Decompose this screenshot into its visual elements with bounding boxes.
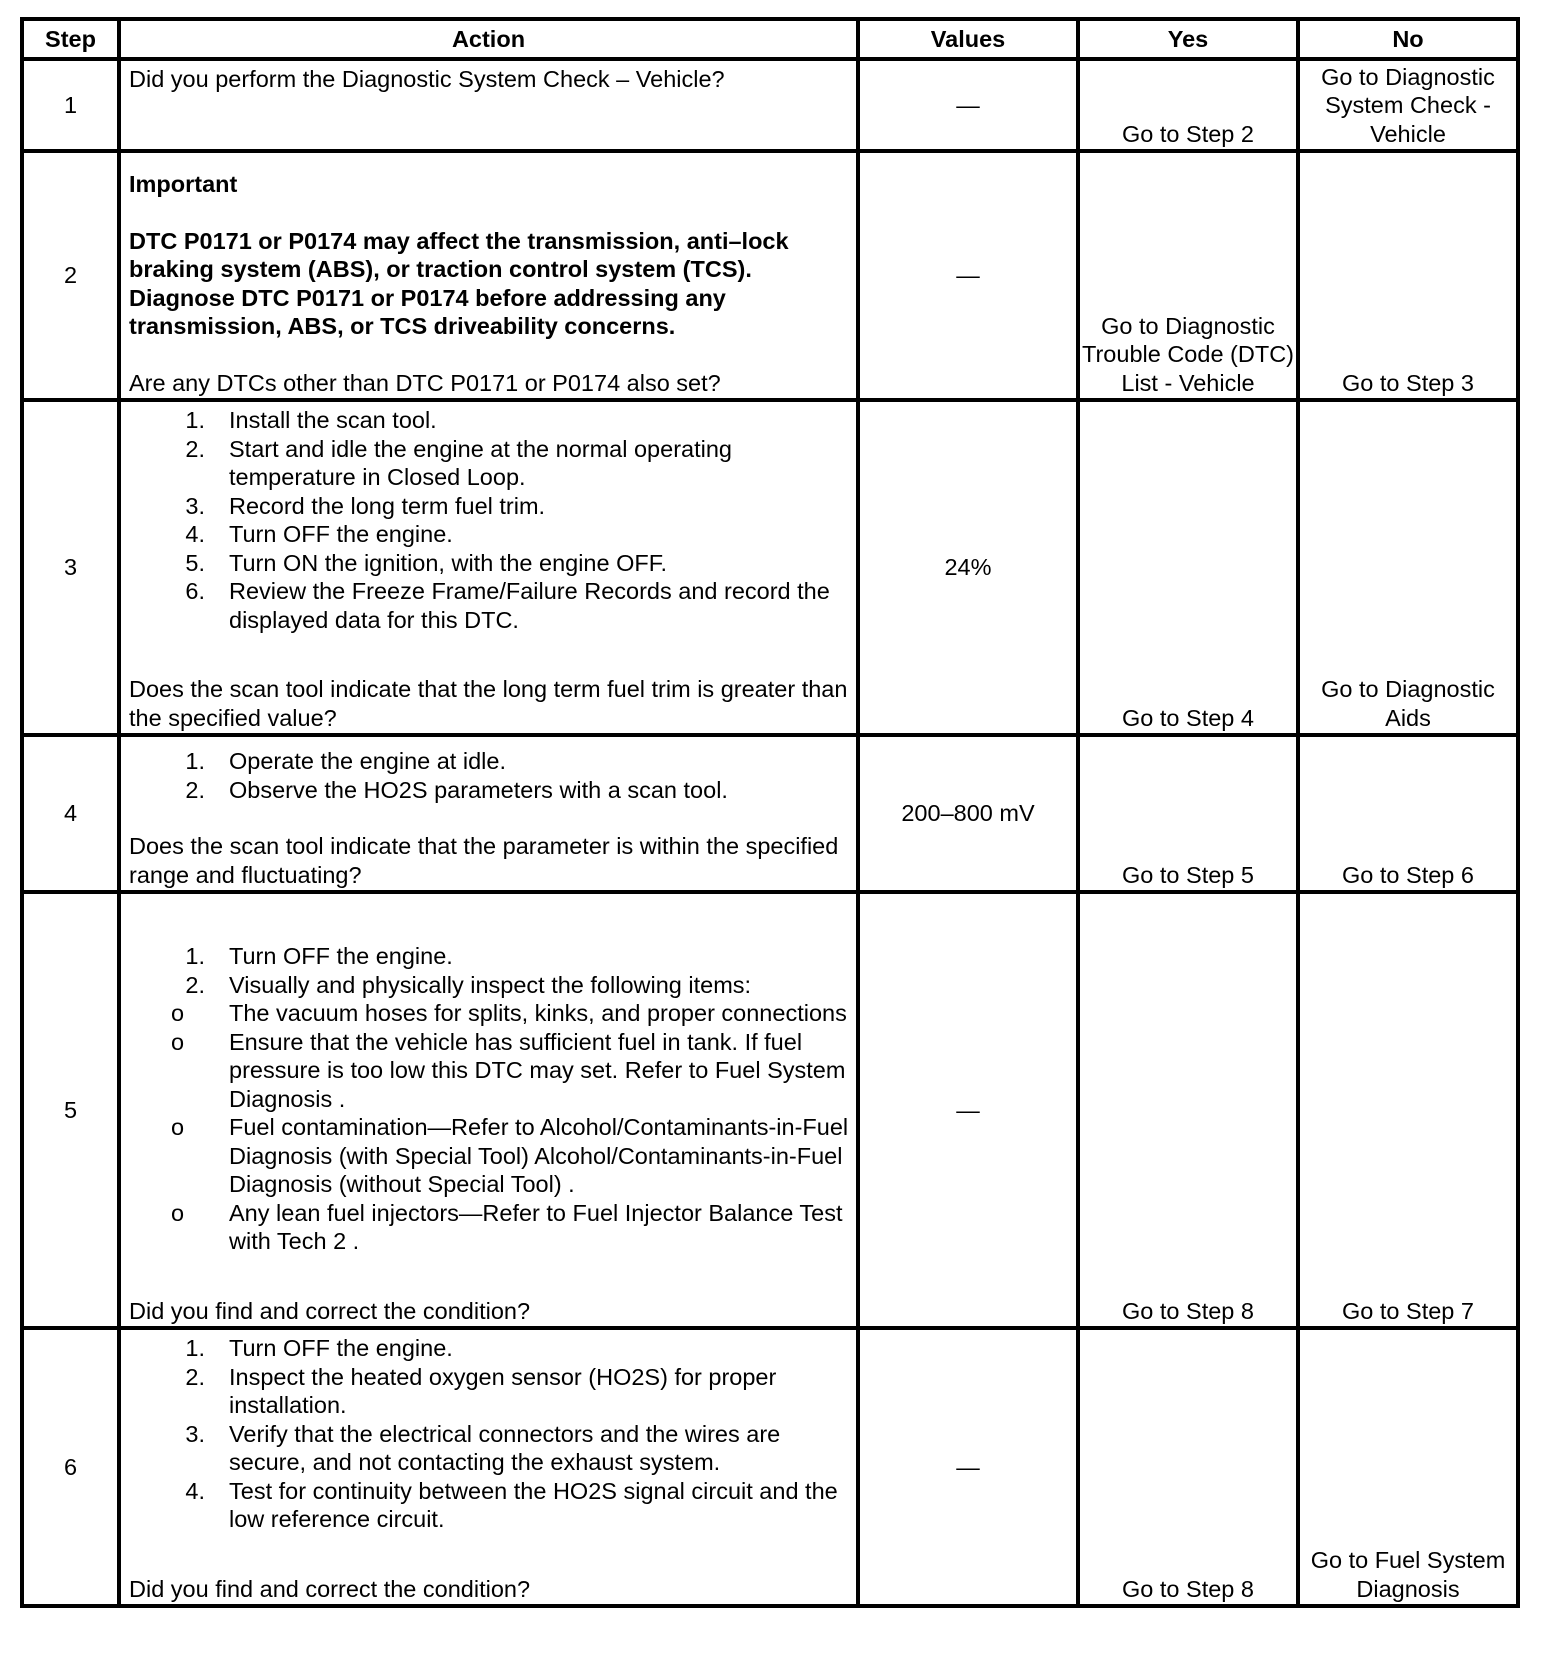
action-cell [119, 151, 858, 400]
action-step-item [129, 776, 850, 805]
action-step-item [129, 520, 850, 549]
spacer [129, 199, 850, 227]
step-item-number: 4. [185, 1477, 205, 1504]
step-number: 5 [22, 892, 119, 1328]
step-number: 2 [22, 151, 119, 400]
table-row [22, 1328, 1518, 1606]
action-question: Are any DTCs other than DTC P0171 or P0174 also set? [129, 369, 721, 396]
step-item-text: Visually and physically inspect the following items: [229, 971, 752, 998]
inspection-items-list [129, 999, 850, 1256]
yes-cell: Go to Step 4 [1078, 400, 1298, 735]
action-cell [119, 735, 858, 892]
inspection-item [129, 1113, 850, 1199]
table-row [22, 59, 1518, 151]
values-cell: 24% [858, 400, 1078, 735]
no-cell: Go to Step 6 [1298, 735, 1518, 892]
step-item-number: 2. [185, 1363, 205, 1390]
action-question: Does the scan tool indicate that the long term fuel trim is greater than the specified value? [129, 676, 848, 731]
yes-cell: Go to Step 8 [1078, 892, 1298, 1328]
header-values: Values [858, 19, 1078, 59]
action-cell [119, 1328, 858, 1606]
step-item-text: Verify that the electrical connectors and the wires are secure, and not contacting the exhaust system. [229, 1420, 781, 1475]
header-action: Action [119, 19, 858, 59]
yes-cell: Go to Diagnostic Trouble Code (DTC) List - Vehicle [1078, 151, 1298, 400]
step-item-number: 2. [185, 776, 205, 803]
action-step-item [129, 747, 850, 776]
yes-cell: Go to Step 5 [1078, 735, 1298, 892]
yes-cell: Go to Step 2 [1078, 59, 1298, 151]
header-no: No [1298, 19, 1518, 59]
spacer [129, 341, 850, 369]
bullet-icon: o [171, 1199, 185, 1226]
action-question: Did you find and correct the condition? [129, 1297, 531, 1324]
no-cell: Go to Step 3 [1298, 151, 1518, 400]
values-cell: — [858, 151, 1078, 400]
values-cell: — [858, 1328, 1078, 1606]
step-item-text: Turn OFF the engine. [229, 943, 453, 969]
values-cell: — [858, 892, 1078, 1328]
step-item-text: Review the Freeze Frame/Failure Records and record the displayed data for this DTC. [229, 578, 830, 633]
action-step-item [129, 435, 850, 492]
spacer [129, 804, 850, 832]
step-item-text: Inspect the heated oxygen sensor (HO2S) for proper installation. [229, 1363, 777, 1418]
action-steps-list [129, 1334, 850, 1534]
action-cell [119, 892, 858, 1328]
step-number: 6 [22, 1328, 119, 1606]
table-row [22, 735, 1518, 892]
action-step-item [129, 971, 850, 1000]
no-cell: Go to Diagnostic Aids [1298, 400, 1518, 735]
important-text: DTC P0171 or P0174 may affect the transmission, anti–lock braking system (ABS), or traction control system (TCS). Diagnose DTC P0171 or P0174 before addressing any transmission, ABS, or TCS driveability concerns. [129, 227, 789, 339]
step-item-number: 3. [185, 492, 205, 519]
step-item-text: Turn ON the ignition, with the engine OFF. [229, 549, 668, 576]
spacer [129, 1534, 850, 1575]
action-step-item [129, 942, 850, 971]
action-step-item [129, 577, 850, 634]
no-cell: Go to Step 7 [1298, 892, 1518, 1328]
step-item-text: Record the long term fuel trim. [229, 492, 546, 519]
no-cell: Go to Fuel System Diagnosis [1298, 1328, 1518, 1606]
step-item-text: Turn OFF the engine. [229, 521, 453, 547]
action-cell [119, 400, 858, 735]
bullet-icon: o [171, 1000, 185, 1026]
spacer [129, 634, 850, 675]
inspection-item-text: The vacuum hoses for splits, kinks, and proper connections [229, 1000, 847, 1026]
step-item-text: Start and idle the engine at the normal operating temperature in Closed Loop. [229, 435, 732, 490]
spacer [129, 1256, 850, 1297]
step-item-text: Turn OFF the engine. [229, 1335, 453, 1361]
diagnostic-table [20, 17, 1520, 1608]
action-step-item [129, 1420, 850, 1477]
action-step-item [129, 1334, 850, 1363]
inspection-item-text: Any lean fuel injectors—Refer to Fuel Injector Balance Test with Tech 2 . [229, 1199, 843, 1254]
action-steps-list [129, 406, 850, 634]
action-steps-list [129, 942, 850, 999]
values-cell: 200–800 mV [858, 735, 1078, 892]
values-cell: — [858, 59, 1078, 151]
step-item-text: Test for continuity between the HO2S signal circuit and the low reference circuit. [229, 1477, 838, 1532]
table-row [22, 892, 1518, 1328]
diagnostic-table-container [20, 17, 1520, 1608]
action-step-item [129, 549, 850, 578]
step-item-number: 3. [185, 1420, 205, 1447]
header-row [22, 19, 1518, 59]
table-row [22, 151, 1518, 400]
action-step-item [129, 406, 850, 435]
step-item-number: 1. [185, 407, 205, 433]
action-step-item [129, 492, 850, 521]
inspection-item [129, 1028, 850, 1114]
step-item-text: Install the scan tool. [229, 407, 437, 433]
step-number: 1 [22, 59, 119, 151]
step-item-number: 2. [185, 435, 205, 462]
header-yes: Yes [1078, 19, 1298, 59]
bullet-icon: o [171, 1114, 185, 1140]
inspection-item-text: Fuel contamination—Refer to Alcohol/Contaminants-in-Fuel Diagnosis (with Special Tool) Alcohol/Contaminants-in-Fuel Diagnosis (without Special Tool) . [229, 1114, 849, 1197]
action-question: Did you perform the Diagnostic System Check – Vehicle? [129, 66, 725, 92]
action-question: Did you find and correct the condition? [129, 1575, 531, 1602]
step-item-text: Observe the HO2S parameters with a scan tool. [229, 776, 728, 803]
step-number: 4 [22, 735, 119, 892]
yes-cell: Go to Step 8 [1078, 1328, 1298, 1606]
action-cell [119, 59, 858, 151]
step-item-text: Operate the engine at idle. [229, 748, 506, 774]
inspection-item [129, 1199, 850, 1256]
action-step-item [129, 1363, 850, 1420]
step-item-number: 4. [185, 521, 205, 547]
step-item-number: 5. [185, 549, 205, 576]
bullet-icon: o [171, 1028, 185, 1055]
no-cell: Go to Diagnostic System Check - Vehicle [1298, 59, 1518, 151]
step-item-number: 1. [185, 1335, 205, 1361]
inspection-item-text: Ensure that the vehicle has sufficient fuel in tank. If fuel pressure is too low this DTC may set. Refer to Fuel System Diagnosis . [229, 1028, 846, 1112]
table-row [22, 400, 1518, 735]
inspection-item [129, 999, 850, 1028]
step-number: 3 [22, 400, 119, 735]
step-item-number: 6. [185, 578, 205, 604]
action-step-item [129, 1477, 850, 1534]
step-item-number: 1. [185, 748, 205, 774]
step-item-number: 2. [185, 971, 205, 998]
step-item-number: 1. [185, 943, 205, 969]
action-question: Does the scan tool indicate that the parameter is within the specified range and fluctuating? [129, 833, 839, 888]
action-steps-list [129, 747, 850, 804]
important-label: Important [129, 171, 238, 197]
header-step: Step [22, 19, 119, 59]
